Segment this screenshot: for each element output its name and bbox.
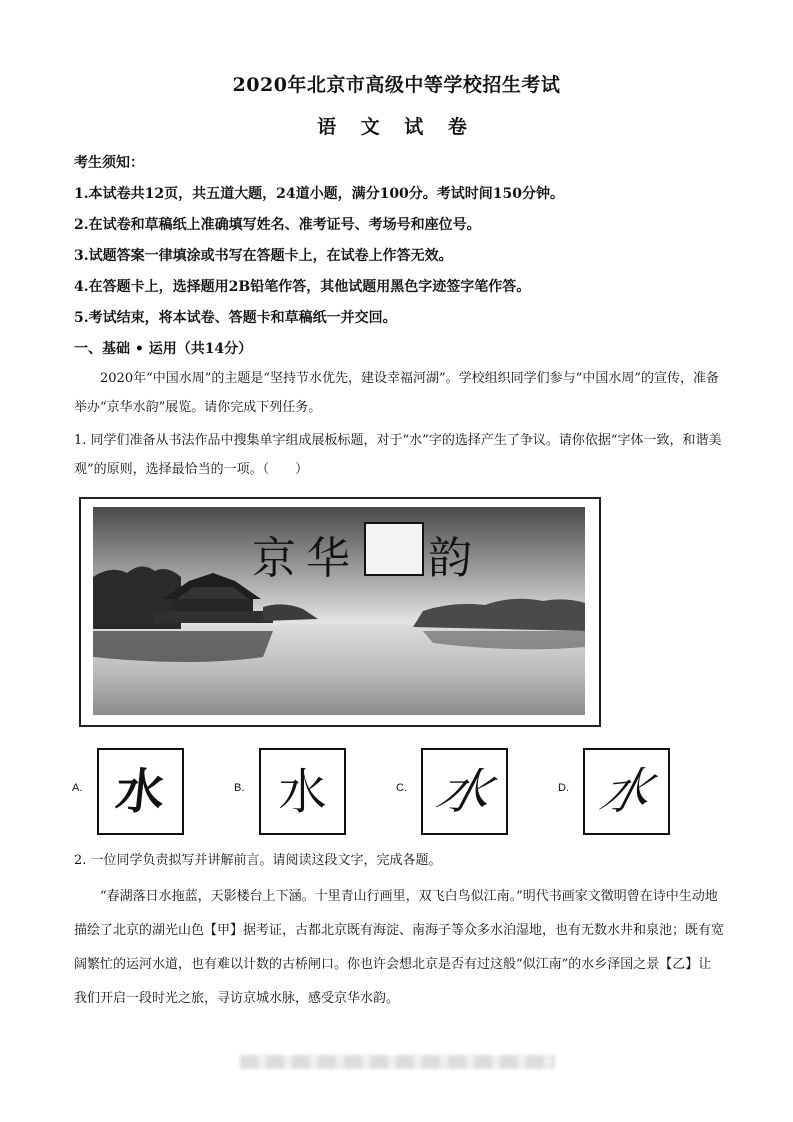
section-heading: 一、基础 • 运用（共14分） <box>74 341 253 357</box>
option-b-box[interactable] <box>259 748 346 835</box>
banner-char-2: 华 <box>306 533 350 584</box>
option-a-box[interactable] <box>97 748 184 835</box>
notice-item-3: 3.试题答案一律填涂或书写在答题卡上，在试卷上作答无效。 <box>74 248 453 264</box>
banner-char-3: 韵 <box>428 533 472 584</box>
page-title: 2020年北京市高级中等学校招生考试 <box>232 74 561 96</box>
option-d-box[interactable] <box>583 748 670 835</box>
option-c-char: 水 <box>431 763 498 820</box>
notice-item-2: 2.在试卷和草稿纸上准确填写姓名、准考证号、考场号和座位号。 <box>74 217 481 233</box>
section-intro: 2020年“中国水周”的主题是“坚持节水优先，建设幸福河湖”。学校组织同学们参与“中国水周”的宣传，准备举办“京华水韵”展览。请你完成下列任务。 <box>74 371 719 415</box>
option-b-label[interactable]: B. <box>234 782 245 794</box>
option-d-char: 水 <box>594 761 659 822</box>
question-2-text: 2. 一位同学负责拟写并讲解前言。请阅读这段文字，完成各题。 <box>74 853 442 868</box>
notice-heading: 考生须知： <box>74 155 144 171</box>
option-c-label[interactable]: C. <box>396 782 407 794</box>
option-a-char: 水 <box>113 763 168 820</box>
notice-item-1: 1.本试卷共12页，共五道大题，24道小题，满分100分。考试时间150分钟。 <box>74 186 565 202</box>
notice-item-5: 5.考试结束，将本试卷、答题卡和草稿纸一并交回。 <box>74 310 397 326</box>
option-b-char: 水 <box>278 763 327 820</box>
question-1-text: 1. 同学们准备从书法作品中搜集单字组成展板标题，对于“水”字的选择产生了争议。请你依据“字体一致，和谐美观”的原则，选择最恰当的一项。（ ） <box>74 433 722 477</box>
question-2-passage: “春湖落日水拖蓝，天影楼台上下涵。十里青山行画里，双飞白鸟似江南。”明代书画家文徵明曾在诗中生动地描绘了北京的湖光山色【甲】据考证，古都北京既有海淀、南海子等众多水泊湿地，也有无数水井和泉池；既有宽阔繁忙的运河水道，也有难以计数的古桥闸口。你也许会想北京是否有过这般“似江南”的水乡泽国之景【乙】让我们开启一段时光之旅，寻访京城水脉，感受京华水韵。 <box>74 889 725 1006</box>
page-subtitle: 语 文 试 卷 <box>317 116 476 138</box>
banner-char-1: 京 <box>252 533 296 584</box>
option-d-label[interactable]: D. <box>558 782 569 794</box>
option-c-box[interactable] <box>421 748 508 835</box>
footer-watermark <box>240 1055 555 1069</box>
option-a-label[interactable]: A. <box>72 782 83 794</box>
notice-item-4: 4.在答题卡上，选择题用2B铅笔作答，其他试题用黑色字迹签字笔作答。 <box>74 279 531 295</box>
